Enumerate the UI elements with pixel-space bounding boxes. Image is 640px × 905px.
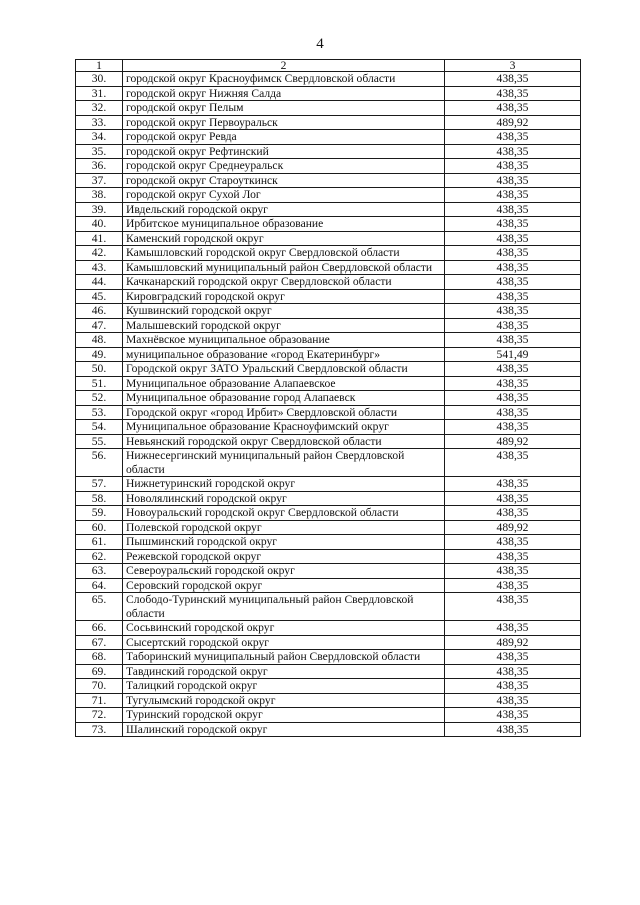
municipality-name: городской округ Среднеуральск bbox=[123, 159, 445, 174]
municipality-name: Талицкий городской округ bbox=[123, 679, 445, 694]
rate-value: 438,35 bbox=[445, 318, 581, 333]
rate-value: 438,35 bbox=[445, 289, 581, 304]
rate-value: 438,35 bbox=[445, 173, 581, 188]
rate-value: 438,35 bbox=[445, 405, 581, 420]
table-row bbox=[76, 693, 581, 708]
table-row bbox=[76, 159, 581, 174]
municipality-name: Сосьвинский городской округ bbox=[123, 621, 445, 636]
row-number: 50. bbox=[76, 362, 123, 377]
table-row bbox=[76, 664, 581, 679]
rate-value: 438,35 bbox=[445, 260, 581, 275]
row-number: 62. bbox=[76, 549, 123, 564]
table-row bbox=[76, 520, 581, 535]
municipality-name: городской округ Нижняя Салда bbox=[123, 86, 445, 101]
column-header-name: 2 bbox=[123, 60, 445, 72]
municipality-name: Муниципальное образование Красноуфимский округ bbox=[123, 420, 445, 435]
rate-value: 489,92 bbox=[445, 635, 581, 650]
row-number: 32. bbox=[76, 101, 123, 116]
rate-value: 438,35 bbox=[445, 304, 581, 319]
table-row bbox=[76, 115, 581, 130]
table-row bbox=[76, 578, 581, 593]
municipality-name: Нижнетуринский городской округ bbox=[123, 477, 445, 492]
row-number: 59. bbox=[76, 506, 123, 521]
municipality-name: Городской округ ЗАТО Уральский Свердловской области bbox=[123, 362, 445, 377]
rate-value: 438,35 bbox=[445, 217, 581, 232]
row-number: 40. bbox=[76, 217, 123, 232]
table-row bbox=[76, 173, 581, 188]
table-row bbox=[76, 260, 581, 275]
rate-value: 438,35 bbox=[445, 693, 581, 708]
table-row bbox=[76, 549, 581, 564]
municipality-name: городской округ Красноуфимск Свердловской области bbox=[123, 72, 445, 87]
row-number: 55. bbox=[76, 434, 123, 449]
rate-value: 438,35 bbox=[445, 246, 581, 261]
rate-value: 438,35 bbox=[445, 506, 581, 521]
rate-value: 438,35 bbox=[445, 144, 581, 159]
row-number: 48. bbox=[76, 333, 123, 348]
municipality-name: Таборинский муниципальный район Свердловской области bbox=[123, 650, 445, 665]
row-number: 69. bbox=[76, 664, 123, 679]
rate-value: 438,35 bbox=[445, 564, 581, 579]
municipality-name: муниципальное образование «город Екатеринбург» bbox=[123, 347, 445, 362]
table-row bbox=[76, 434, 581, 449]
table-row bbox=[76, 333, 581, 348]
municipality-name: Кировградский городской округ bbox=[123, 289, 445, 304]
row-number: 36. bbox=[76, 159, 123, 174]
municipality-name: Серовский городской округ bbox=[123, 578, 445, 593]
row-number: 52. bbox=[76, 391, 123, 406]
rate-value: 438,35 bbox=[445, 449, 581, 477]
row-number: 44. bbox=[76, 275, 123, 290]
municipality-name: городской округ Пелым bbox=[123, 101, 445, 116]
rate-value: 438,35 bbox=[445, 420, 581, 435]
rate-value: 438,35 bbox=[445, 549, 581, 564]
municipality-name: городской округ Первоуральск bbox=[123, 115, 445, 130]
rate-value: 438,35 bbox=[445, 593, 581, 621]
rate-value: 541,49 bbox=[445, 347, 581, 362]
row-number: 47. bbox=[76, 318, 123, 333]
rate-value: 438,35 bbox=[445, 231, 581, 246]
municipality-name: Городской округ «город Ирбит» Свердловской области bbox=[123, 405, 445, 420]
rate-value: 438,35 bbox=[445, 578, 581, 593]
row-number: 46. bbox=[76, 304, 123, 319]
row-number: 31. bbox=[76, 86, 123, 101]
row-number: 60. bbox=[76, 520, 123, 535]
row-number: 65. bbox=[76, 593, 123, 621]
table-row bbox=[76, 391, 581, 406]
rate-value: 438,35 bbox=[445, 275, 581, 290]
table-row bbox=[76, 347, 581, 362]
row-number: 64. bbox=[76, 578, 123, 593]
row-number: 53. bbox=[76, 405, 123, 420]
row-number: 66. bbox=[76, 621, 123, 636]
table-row bbox=[76, 275, 581, 290]
row-number: 63. bbox=[76, 564, 123, 579]
rate-value: 438,35 bbox=[445, 202, 581, 217]
table-row bbox=[76, 246, 581, 261]
table-row bbox=[76, 217, 581, 232]
municipality-name: Тавдинский городской округ bbox=[123, 664, 445, 679]
municipality-name: городской округ Староуткинск bbox=[123, 173, 445, 188]
rate-value: 438,35 bbox=[445, 391, 581, 406]
table-row bbox=[76, 564, 581, 579]
municipality-name: Новоуральский городской округ Свердловской области bbox=[123, 506, 445, 521]
rate-value: 438,35 bbox=[445, 101, 581, 116]
municipality-name: Новолялинский городской округ bbox=[123, 491, 445, 506]
municipality-name: Ивдельский городской округ bbox=[123, 202, 445, 217]
row-number: 58. bbox=[76, 491, 123, 506]
rate-value: 438,35 bbox=[445, 722, 581, 737]
municipality-name: Шалинский городской округ bbox=[123, 722, 445, 737]
rate-value: 438,35 bbox=[445, 333, 581, 348]
municipality-name: городской округ Рефтинский bbox=[123, 144, 445, 159]
column-header-number: 1 bbox=[76, 60, 123, 72]
municipality-name: Туринский городской округ bbox=[123, 708, 445, 723]
municipality-name: Махнёвское муниципальное образование bbox=[123, 333, 445, 348]
municipality-name: Слободо-Туринский муниципальный район Свердловской области bbox=[123, 593, 445, 621]
row-number: 35. bbox=[76, 144, 123, 159]
row-number: 67. bbox=[76, 635, 123, 650]
municipality-name: Невьянский городской округ Свердловской области bbox=[123, 434, 445, 449]
municipality-name: Тугулымский городской округ bbox=[123, 693, 445, 708]
row-number: 56. bbox=[76, 449, 123, 477]
table-row bbox=[76, 621, 581, 636]
row-number: 51. bbox=[76, 376, 123, 391]
municipality-name: городской округ Ревда bbox=[123, 130, 445, 145]
municipality-name: городской округ Сухой Лог bbox=[123, 188, 445, 203]
municipality-name: Сысертский городской округ bbox=[123, 635, 445, 650]
municipality-name: Североуральский городской округ bbox=[123, 564, 445, 579]
table-row bbox=[76, 593, 581, 621]
rate-value: 489,92 bbox=[445, 434, 581, 449]
column-header-value: 3 bbox=[445, 60, 581, 72]
table-row bbox=[76, 506, 581, 521]
row-number: 41. bbox=[76, 231, 123, 246]
row-number: 57. bbox=[76, 477, 123, 492]
row-number: 33. bbox=[76, 115, 123, 130]
row-number: 71. bbox=[76, 693, 123, 708]
municipality-name: Режевской городской округ bbox=[123, 549, 445, 564]
table-row bbox=[76, 722, 581, 737]
table-row bbox=[76, 188, 581, 203]
table-row bbox=[76, 130, 581, 145]
table-row bbox=[76, 535, 581, 550]
municipality-name: Ирбитское муниципальное образование bbox=[123, 217, 445, 232]
table-row bbox=[76, 679, 581, 694]
table-body bbox=[76, 72, 581, 737]
rate-value: 438,35 bbox=[445, 130, 581, 145]
row-number: 38. bbox=[76, 188, 123, 203]
municipality-name: Малышевский городской округ bbox=[123, 318, 445, 333]
municipality-name: Качканарский городской округ Свердловской области bbox=[123, 275, 445, 290]
rate-value: 438,35 bbox=[445, 621, 581, 636]
row-number: 37. bbox=[76, 173, 123, 188]
table-row bbox=[76, 202, 581, 217]
municipality-name: Камышловский муниципальный район Свердловской области bbox=[123, 260, 445, 275]
rate-value: 438,35 bbox=[445, 491, 581, 506]
table-row bbox=[76, 72, 581, 87]
municipality-name: Полевской городской округ bbox=[123, 520, 445, 535]
rate-value: 438,35 bbox=[445, 708, 581, 723]
table-row bbox=[76, 650, 581, 665]
table-row bbox=[76, 491, 581, 506]
municipality-name: Муниципальное образование Алапаевское bbox=[123, 376, 445, 391]
table-row bbox=[76, 289, 581, 304]
rate-value: 438,35 bbox=[445, 535, 581, 550]
row-number: 42. bbox=[76, 246, 123, 261]
table-row bbox=[76, 635, 581, 650]
table-row bbox=[76, 708, 581, 723]
rate-value: 438,35 bbox=[445, 188, 581, 203]
rate-value: 438,35 bbox=[445, 650, 581, 665]
table-row bbox=[76, 362, 581, 377]
table-row bbox=[76, 420, 581, 435]
row-number: 34. bbox=[76, 130, 123, 145]
municipality-rates-table bbox=[75, 59, 581, 737]
rate-value: 438,35 bbox=[445, 362, 581, 377]
table-row bbox=[76, 304, 581, 319]
table-row bbox=[76, 376, 581, 391]
table-row bbox=[76, 144, 581, 159]
row-number: 73. bbox=[76, 722, 123, 737]
municipality-name: Пышминский городской округ bbox=[123, 535, 445, 550]
table-row bbox=[76, 231, 581, 246]
page-number: 4 bbox=[316, 36, 324, 52]
municipality-name: Кушвинский городской округ bbox=[123, 304, 445, 319]
row-number: 68. bbox=[76, 650, 123, 665]
table-row bbox=[76, 477, 581, 492]
row-number: 54. bbox=[76, 420, 123, 435]
municipality-name: Каменский городской округ bbox=[123, 231, 445, 246]
municipality-name: Нижнесергинский муниципальный район Свердловской области bbox=[123, 449, 445, 477]
rate-value: 438,35 bbox=[445, 477, 581, 492]
row-number: 49. bbox=[76, 347, 123, 362]
rate-value: 489,92 bbox=[445, 520, 581, 535]
rate-value: 489,92 bbox=[445, 115, 581, 130]
rate-value: 438,35 bbox=[445, 664, 581, 679]
table-row bbox=[76, 86, 581, 101]
municipality-name: Камышловский городской округ Свердловской области bbox=[123, 246, 445, 261]
table-row bbox=[76, 405, 581, 420]
rate-value: 438,35 bbox=[445, 86, 581, 101]
row-number: 39. bbox=[76, 202, 123, 217]
table-row bbox=[76, 318, 581, 333]
municipality-name: Муниципальное образование город Алапаевск bbox=[123, 391, 445, 406]
row-number: 70. bbox=[76, 679, 123, 694]
table-header-row bbox=[76, 60, 581, 72]
row-number: 30. bbox=[76, 72, 123, 87]
rate-value: 438,35 bbox=[445, 159, 581, 174]
row-number: 43. bbox=[76, 260, 123, 275]
rate-value: 438,35 bbox=[445, 376, 581, 391]
table-row bbox=[76, 101, 581, 116]
rate-value: 438,35 bbox=[445, 72, 581, 87]
rate-value: 438,35 bbox=[445, 679, 581, 694]
table-row bbox=[76, 449, 581, 477]
row-number: 72. bbox=[76, 708, 123, 723]
row-number: 45. bbox=[76, 289, 123, 304]
row-number: 61. bbox=[76, 535, 123, 550]
